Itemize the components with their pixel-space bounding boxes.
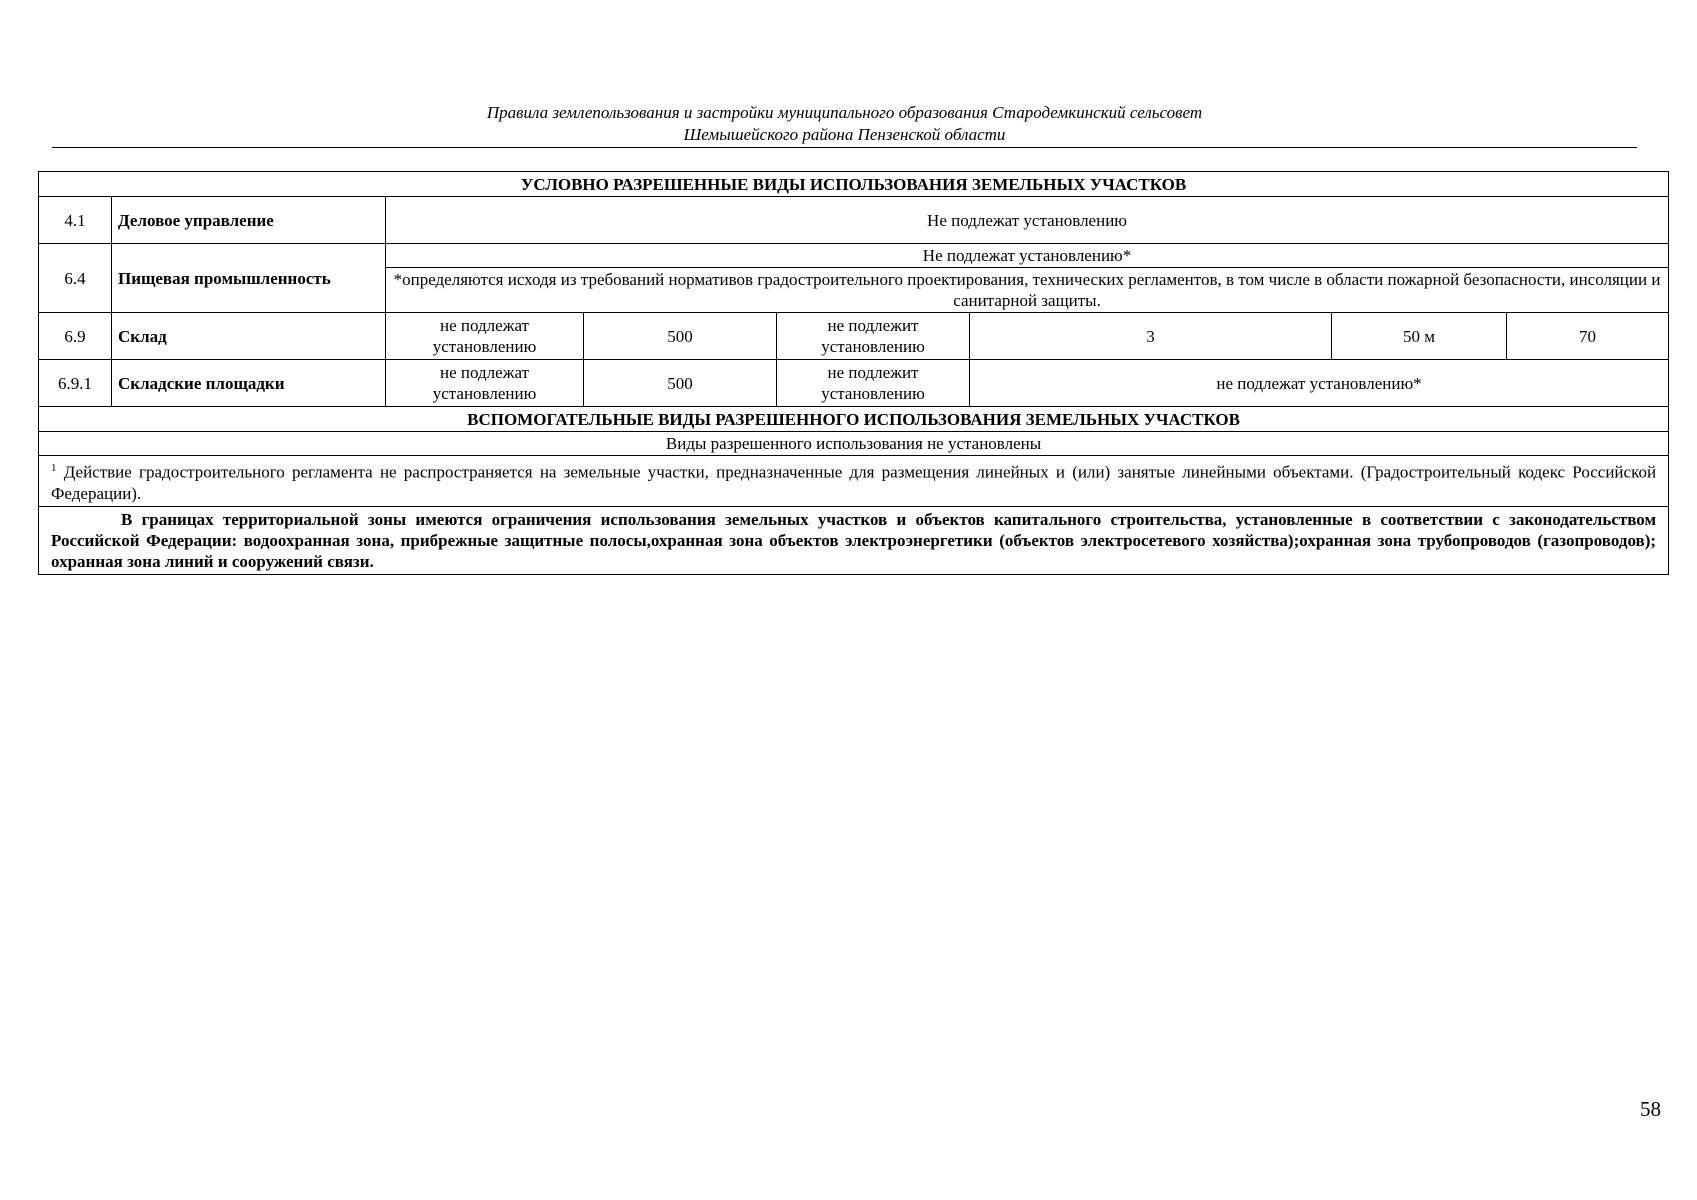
row-name: Пищевая промышленность <box>112 244 386 313</box>
table-row <box>39 244 1669 268</box>
section-row-conditional <box>39 172 1669 197</box>
table-row <box>39 360 1669 407</box>
table-row <box>39 432 1669 456</box>
row-cell: 50 м <box>1332 313 1507 360</box>
regulations-table <box>38 171 1669 575</box>
document-header <box>52 102 1637 146</box>
footnote-mark: 1 <box>51 462 57 474</box>
row-rest: не подлежат установлению* <box>970 360 1669 407</box>
restrictions-text: В границах территориальной зоны имеются ограничения использования земельных участков и объектов капитального строительства, установленные в соответствии с законодательством Российской Федерации: водоохранная зона, прибрежные защитные полосы,охранная зона объектов электроэнергетики (объектов электросетевого хозяйства);охранная зона трубопроводов (газопроводов); охранная зона линий и сооружений связи. <box>39 506 1669 574</box>
row-cell: 70 <box>1507 313 1669 360</box>
footnote <box>39 456 1669 507</box>
row-name: Склад <box>112 313 386 360</box>
row-note: *определяются исходя из требований нормативов градостроительного проектирования, технических регламентов, в том числе в области пожарной безопасности, инсоляции и санитарной защиты. <box>386 268 1669 313</box>
footnote-text: Действие градостроительного регламента не распространяется на земельные участки, предназначенные для размещения линейных и (или) занятые линейными объектами. (Градостроительный кодекс Российской Федерации). <box>51 462 1657 503</box>
section-row-auxiliary <box>39 407 1669 432</box>
footnote-row <box>39 456 1669 507</box>
row-cell: не подлежит установлению <box>777 313 970 360</box>
table-row <box>39 313 1669 360</box>
row-cell: 500 <box>584 313 777 360</box>
page-number: 58 <box>1640 1097 1661 1121</box>
header-line-2: Шемышейского района Пензенской области <box>683 125 1006 144</box>
header-line-1: Правила землепользования и застройки муниципального образования Стародемкинский сельсовет <box>486 103 1203 122</box>
table-row <box>39 197 1669 244</box>
row-value: Не подлежат установлению* <box>386 244 1669 268</box>
auxiliary-value: Виды разрешенного использования не установлены <box>39 432 1669 456</box>
row-name: Складские площадки <box>112 360 386 407</box>
header-divider <box>52 147 1637 148</box>
row-cell: 3 <box>970 313 1332 360</box>
row-code: 6.9.1 <box>39 360 112 407</box>
row-code: 6.4 <box>39 244 112 313</box>
row-value: Не подлежат установлению <box>386 197 1669 244</box>
row-cell: не подлежат установлению <box>386 360 584 407</box>
section-title-conditional: УСЛОВНО РАЗРЕШЕННЫЕ ВИДЫ ИСПОЛЬЗОВАНИЯ ЗЕМЕЛЬНЫХ УЧАСТКОВ <box>39 172 1669 197</box>
row-cell: не подлежат установлению <box>386 313 584 360</box>
restrictions-row <box>39 506 1669 574</box>
row-code: 4.1 <box>39 197 112 244</box>
row-cell: 500 <box>584 360 777 407</box>
row-cell: не подлежит установлению <box>777 360 970 407</box>
row-code: 6.9 <box>39 313 112 360</box>
row-name: Деловое управление <box>112 197 386 244</box>
section-title-auxiliary: ВСПОМОГАТЕЛЬНЫЕ ВИДЫ РАЗРЕШЕННОГО ИСПОЛЬЗОВАНИЯ ЗЕМЕЛЬНЫХ УЧАСТКОВ <box>39 407 1669 432</box>
